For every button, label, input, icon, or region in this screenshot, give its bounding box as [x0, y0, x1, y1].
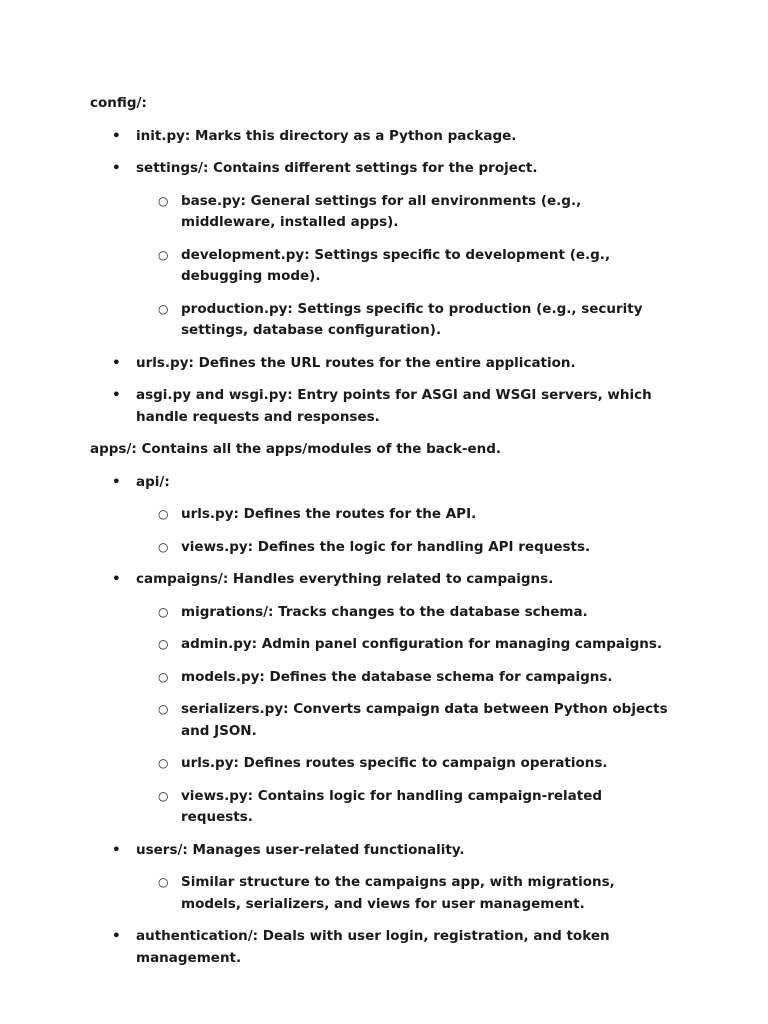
list-item: [90, 569, 670, 829]
circle-bullet-icon: ○: [158, 637, 169, 651]
sublist-item: [136, 872, 670, 915]
sublist-item-text: views.py: Defines the logic for handling API requests.: [181, 538, 591, 555]
list-item: [90, 472, 670, 559]
bullet-icon: •: [112, 127, 121, 144]
list-item-text: asgi.py and wsgi.py: Entry points for ASGI and WSGI servers, which handle requests and responses.: [136, 387, 652, 425]
list-item: [90, 840, 670, 916]
list-item-text: campaigns/: Handles everything related to campaigns.: [136, 571, 554, 587]
users-sublist: [136, 872, 670, 915]
sublist-item-text: development.py: Settings specific to development (e.g., debugging mode).: [181, 246, 611, 284]
apps-list: [90, 472, 670, 970]
circle-bullet-icon: ○: [158, 756, 169, 770]
circle-bullet-icon: ○: [158, 702, 169, 716]
circle-bullet-icon: ○: [158, 604, 169, 619]
sublist-item: [136, 537, 670, 559]
circle-bullet-icon: ○: [158, 301, 169, 316]
list-item-text: authentication/: Deals with user login, registration, and token management.: [136, 928, 610, 966]
sublist-item: [136, 245, 670, 288]
circle-bullet-icon: ○: [158, 193, 169, 208]
list-item: [90, 926, 670, 969]
list-item-text: init.py: Marks this directory as a Python package.: [136, 127, 517, 144]
config-list: [90, 126, 670, 429]
circle-bullet-icon: ○: [158, 788, 169, 803]
sublist-item-text: base.py: General settings for all environments (e.g., middleware, installed apps).: [181, 192, 582, 230]
bullet-icon: •: [112, 841, 121, 858]
list-item: [90, 126, 670, 148]
config-heading: config/:: [90, 95, 147, 111]
sublist-item-text: migrations/: Tracks changes to the database schema.: [181, 603, 588, 620]
sublist-item-text: views.py: Contains logic for handling campaign-related requests.: [181, 787, 603, 825]
list-item-text: settings/: Contains different settings for the project.: [136, 160, 538, 176]
sublist-item: [136, 634, 670, 656]
list-item-text: urls.py: Defines the URL routes for the entire application.: [136, 354, 576, 371]
bullet-icon: •: [112, 387, 121, 403]
circle-bullet-icon: ○: [158, 669, 169, 684]
sublist-item: [136, 753, 670, 775]
sublist-item: [136, 602, 670, 624]
sublist-item-text: models.py: Defines the database schema for campaigns.: [181, 668, 613, 685]
sublist-item-text: production.py: Settings specific to production (e.g., security settings, database configuration).: [181, 300, 643, 338]
settings-sublist: [136, 191, 670, 342]
circle-bullet-icon: ○: [158, 247, 169, 262]
apps-heading: apps/: Contains all the apps/modules of the back-end.: [90, 441, 502, 457]
campaigns-sublist: [136, 602, 670, 829]
sublist-item: [136, 699, 670, 742]
bullet-icon: •: [112, 473, 121, 490]
sublist-item: [136, 504, 670, 526]
circle-bullet-icon: ○: [158, 875, 169, 889]
sublist-item: [136, 786, 670, 829]
sublist-item-text: serializers.py: Converts campaign data between Python objects and JSON.: [181, 701, 668, 739]
bullet-icon: •: [112, 571, 121, 587]
sublist-item: [136, 667, 670, 689]
list-item: [90, 385, 670, 428]
sublist-item: [136, 191, 670, 234]
list-item-text: api/:: [136, 473, 170, 490]
list-item: [90, 158, 670, 342]
sublist-item-text: urls.py: Defines routes specific to campaign operations.: [181, 755, 608, 771]
bullet-icon: •: [112, 354, 121, 371]
sublist-item-text: admin.py: Admin panel configuration for managing campaigns.: [181, 636, 663, 652]
sublist-item: [136, 299, 670, 342]
sublist-item-text: urls.py: Defines the routes for the API.: [181, 506, 477, 522]
circle-bullet-icon: ○: [158, 507, 169, 521]
sublist-item-text: Similar structure to the campaigns app, with migrations, models, serializers, and views for user management.: [181, 874, 615, 912]
api-sublist: [136, 504, 670, 558]
bullet-icon: •: [112, 160, 121, 176]
circle-bullet-icon: ○: [158, 539, 169, 554]
bullet-icon: •: [112, 928, 121, 944]
list-item-text: users/: Manages user-related functionality.: [136, 841, 465, 858]
document-body: [90, 93, 670, 980]
list-item: [90, 353, 670, 375]
